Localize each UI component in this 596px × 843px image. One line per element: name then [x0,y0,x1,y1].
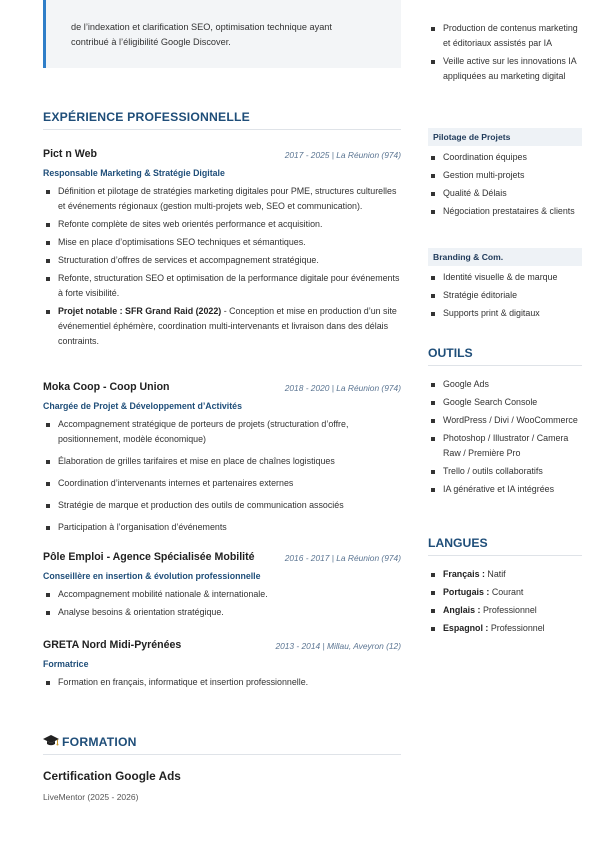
list-item: Google Ads [428,377,582,392]
list-item: Photoshop / Illustrator / Camera Raw / Première Pro [428,431,582,461]
language-level: Professionnel [480,605,537,615]
job-role: Responsable Marketing & Stratégie Digitale [43,168,225,178]
summary-line: de l’indexation et clarification SEO, optimisation technique ayant [71,22,332,32]
list-item: Mise en place d’optimisations SEO techniques et sémantiques. [43,235,401,250]
list-item: WordPress / Divi / WooCommerce [428,413,582,428]
job-bullets [43,675,401,690]
list-item: Négociation prestataires & clients [428,204,582,219]
list-item: Qualité & Délais [428,186,582,201]
list-item: Refonte complète de sites web orientés performance et acquisition. [43,217,401,232]
list-item: Identité visuelle & de marque [428,270,582,285]
languages-list [428,567,582,639]
job-date: 2017 - 2025 | La Réunion (974) [284,150,401,160]
language-name: Français : [443,569,485,579]
tools-section-title: OUTILS [428,346,582,366]
language-name: Anglais : [443,605,481,615]
graduation-cap-icon [43,735,59,747]
job-company: Pict n Web [43,148,97,160]
job-bullets [43,587,401,620]
experience-section-title: EXPÉRIENCE PROFESSIONNELLE [43,110,401,130]
job-bullets [43,417,401,535]
job-role: Conseillère en insertion & évolution professionnelle [43,571,261,581]
language-item [428,603,582,618]
pilotage-subheader: Pilotage de Projets [428,128,582,146]
list-item: Accompagnement stratégique de porteurs de projets (structuration d’offre, positionnement, modèle économique) [43,417,401,447]
job-company: Pôle Emploi - Agence Spécialisée Mobilité [43,551,255,563]
tools-list [428,377,582,500]
pilotage-list [428,150,582,222]
language-level: Courant [489,587,524,597]
sidebar-top-list [428,21,582,87]
list-item: Stratégie de marque et production des outils de communication associés [43,498,401,513]
language-item [428,621,582,636]
summary-line: contribué à l’éligibilité Google Discover. [71,37,231,47]
branding-subheader: Branding & Com. [428,248,582,266]
language-name: Portugais : [443,587,490,597]
job-date: 2013 - 2014 | Millau, Aveyron (12) [275,641,401,651]
language-item [428,567,582,582]
list-item: Formation en français, informatique et insertion professionnelle. [43,675,401,690]
list-item: Coordination équipes [428,150,582,165]
job-entry [43,551,401,623]
job-role: Chargée de Projet & Développement d’Activités [43,401,242,411]
cert-provider: LiveMentor (2025 - 2026) [43,792,139,802]
list-item: Définition et pilotage de stratégies marketing digitales pour PME, structures culturelles et événements régionaux (gestion multi-projets web, SEO et communication). [43,184,401,214]
language-item [428,585,582,600]
job-entry [43,148,401,352]
list-item: Production de contenus marketing et éditoriaux assistés par IA [428,21,582,51]
list-item-notable [43,304,401,349]
list-item: Analyse besoins & orientation stratégique. [43,605,401,620]
notable-text: - Conception et mise en production d’un site événementiel éphémère, coordination multi-intervenants et livraison dans des délais contraints. [58,306,397,346]
list-item: Google Search Console [428,395,582,410]
languages-section-title: LANGUES [428,536,582,556]
job-company: GRETA Nord Midi-Pyrénées [43,639,182,651]
list-item: Accompagnement mobilité nationale & internationale. [43,587,401,602]
list-item: Refonte, structuration SEO et optimisation de la performance digitale pour événements à forte visibilité. [43,271,401,301]
job-date: 2016 - 2017 | La Réunion (974) [284,553,401,563]
job-date: 2018 - 2020 | La Réunion (974) [284,383,401,393]
list-item: Structuration d’offres de services et accompagnement stratégique. [43,253,401,268]
language-name: Espagnol : [443,623,489,633]
branding-list [428,270,582,324]
list-item: Stratégie éditoriale [428,288,582,303]
job-entry [43,639,401,693]
list-item: Gestion multi-projets [428,168,582,183]
cert-title: Certification Google Ads [43,769,181,783]
list-item: Coordination d’intervenants internes et partenaires externes [43,476,401,491]
list-item: Trello / outils collaboratifs [428,464,582,479]
summary-quote [43,0,401,68]
language-level: Natif [484,569,506,579]
education-section-title [43,735,401,755]
education-title-text: FORMATION [62,735,137,749]
job-entry [43,381,401,542]
list-item: Veille active sur les innovations IA appliquées au marketing digital [428,54,582,84]
job-company: Moka Coop - Coop Union [43,381,170,393]
list-item: Participation à l’organisation d’événements [43,520,401,535]
job-role: Formatrice [43,659,89,669]
job-bullets [43,184,401,349]
list-item: Élaboration de grilles tarifaires et mise en place de chaînes logistiques [43,454,401,469]
notable-label: Projet notable : SFR Grand Raid (2022) [58,306,222,316]
list-item: IA générative et IA intégrées [428,482,582,497]
list-item: Supports print & digitaux [428,306,582,321]
language-level: Professionnel [488,623,545,633]
